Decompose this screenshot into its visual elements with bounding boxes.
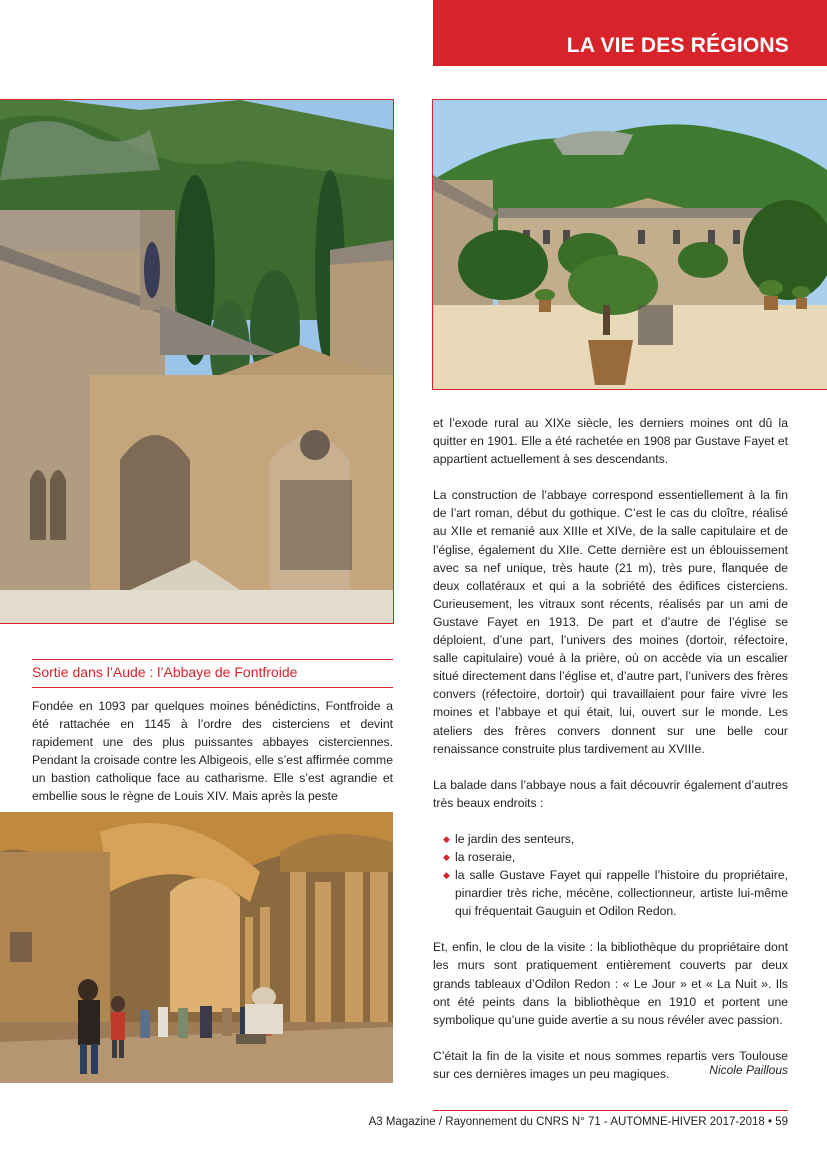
author-signature: Nicole Paillous <box>709 1063 788 1077</box>
intro-paragraph: Fondée en 1093 par quelques moines bénédictins, Fontfroide a été rattachée en 1145 à l’ordre des cisterciens et devint rapidement une des plus puissantes abbayes cisterciennes. Pendant la croisade contre les Albigeois, elle s’est affirmée comme un bastion catholique face au catharisme. Elle s’est agrandie et embellie sous le règne de Louis XIV. Mais après la peste <box>32 699 393 804</box>
footer-rule <box>433 1110 788 1111</box>
right-column <box>433 414 788 1101</box>
list-item: ◆ la salle Gustave Fayet qui rappelle l’histoire du propriétaire, pinardier très riche, mécène, collectionneur, artiste lui-même qui fréquentait Gauguin et Odilon Redon. <box>455 866 788 920</box>
paragraph-construction: La construction de l’abbaye correspond essentiellement à la fin de l’art roman, début du gothique. C’est le cas du cloître, réalisé au XIIe et remanié aux XIIIe et XIVe, de la salle capitulaire et de l’église, également du XIIe. Cette dernière est un éblouissement avec sa nef unique, très haute (21 m), très pure, flanquée de deux collatéraux et qui a la sobriété des édifices cisterciens. Curieusement, les vitraux sont récents, réalisés par un ami de Gustave Fayet en 1913. De part et d’autre de l’église se déploient, d’une part, l’univers des moines (dortoir, réfectoire, salle capitulaire) voué à la prière, où on accède via un escalier situé directement dans l’église et, d’autre part, l’univers des frères convers (réfectoire, dortoir) qui travaillaient pour faire vivre les moines et l’abbaye et qui était, lui, ouvert sur le monde. Les ateliers des frères convers donnent sur une belle cour renaissance construite plus tardivement au XVIIIe. <box>433 488 788 756</box>
list-item: ◆ la roseraie, <box>455 848 788 866</box>
list-item: ◆ le jardin des senteurs, <box>455 830 788 848</box>
section-header-band <box>433 0 827 66</box>
page-footer: A3 Magazine / Rayonnement du CNRS N° 71 - AUTOMNE-HIVER 2017-2018 • 59 <box>368 1116 788 1128</box>
paragraph-walk: La balade dans l’abbaye nous a fait découvrir également d’autres très beaux endroits : <box>433 777 788 810</box>
paragraph-history: et l’exode rural au XIXe siècle, les derniers moines ont dû la quitter en 1901. Elle a été rachetée en 1908 par Gustave Fayet et appartient actuellement à ses descendants. <box>433 416 788 467</box>
caption-top-rule <box>32 659 393 660</box>
photo-caption: Sortie dans l’Aude : l’Abbaye de Fontfroide <box>32 664 298 680</box>
places-list <box>433 830 788 920</box>
section-title: LA VIE DES RÉGIONS <box>566 34 789 57</box>
paragraph-ending: C’était la fin de la visite et nous sommes repartis vers Toulouse sur ces dernières images un peu magiques. <box>433 1048 788 1081</box>
courtyard-photo <box>433 100 827 389</box>
cloister-photo <box>0 812 393 1083</box>
left-column <box>32 697 393 806</box>
caption-bottom-rule <box>32 687 393 688</box>
paragraph-library: Et, enfin, le clou de la visite : la bibliothèque du propriétaire dont les murs sont pratiquement entièrement couverts par deux grands tableaux d’Odilon Redon : « Le Jour » et « La Nuit ». Ils ont été peints dans la bibliothèque en 1910 et portent une symbolique qu’une guide avertie a su nous révéler avec passion. <box>433 940 788 1027</box>
abbey-church-photo <box>0 100 393 623</box>
